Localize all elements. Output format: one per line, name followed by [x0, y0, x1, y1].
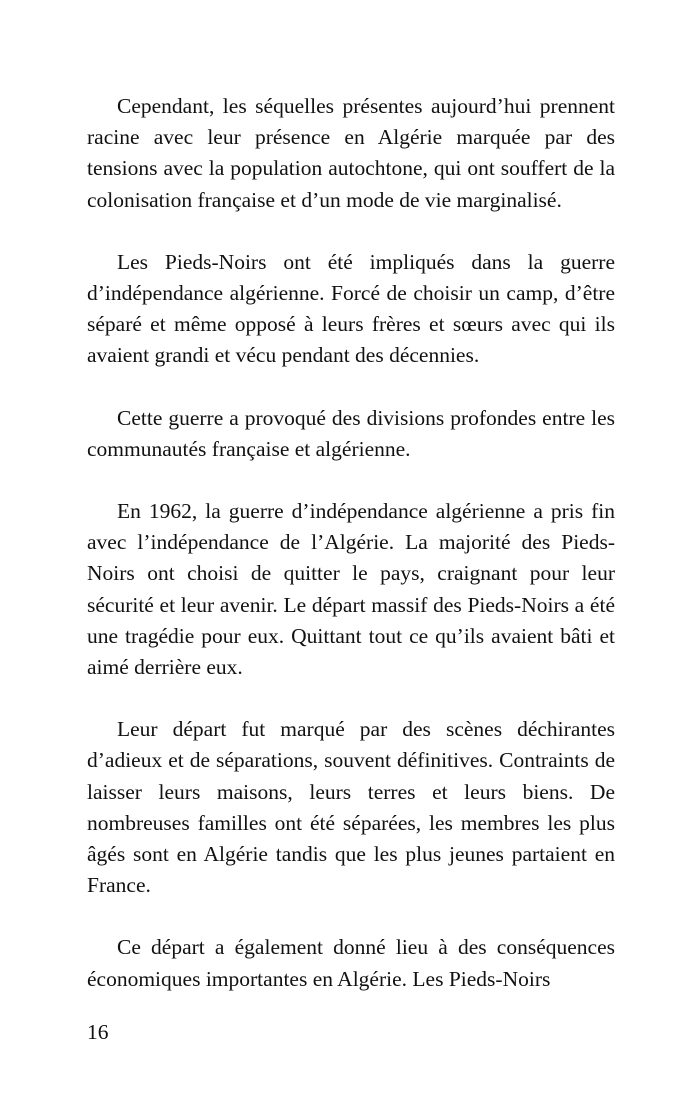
- page-number: 16: [87, 1020, 109, 1044]
- paragraph-5: Leur départ fut marqué par des scènes déchirantes d’adieux et de séparations, souvent définitives. Contraints de laisser leurs maisons, leurs terres et leurs biens. De nombreuses familles ont été séparées, les membres les plus âgés sont en Algérie tandis que les plus jeunes partaient en France.: [87, 717, 615, 898]
- paragraph-4: En 1962, la guerre d’indépendance algérienne a pris fin avec l’indépendance de l’Algérie. La majorité des Pieds-Noirs ont choisi de quitter le pays, craignant pour leur sécurité et leur avenir. Le départ massif des Pieds-Noirs a été une tragédie pour eux. Quittant tout ce qu’ils avaient bâti et aimé derrière eux.: [87, 499, 615, 680]
- paragraph-6: Ce départ a également donné lieu à des conséquences économiques importantes en Algérie. Les Pieds-Noirs: [87, 935, 615, 991]
- paragraph-2: Les Pieds-Noirs ont été impliqués dans la guerre d’indépendance algérienne. Forcé de choisir un camp, d’être séparé et même opposé à leurs frères et sœurs avec qui ils avaient grandi et vécu pendant des décennies.: [87, 249, 615, 368]
- paragraph-1: Cependant, les séquelles présentes aujourd’hui prennent racine avec leur présence en Algérie marquée par des tensions avec la population autochtone, qui ont souffert de la colonisation française et d’un mode de vie marginalisé.: [87, 94, 615, 212]
- paragraph-3: Cette guerre a provoqué des divisions profondes entre les communautés française et algérienne.: [87, 405, 615, 461]
- page-body: [87, 91, 615, 1026]
